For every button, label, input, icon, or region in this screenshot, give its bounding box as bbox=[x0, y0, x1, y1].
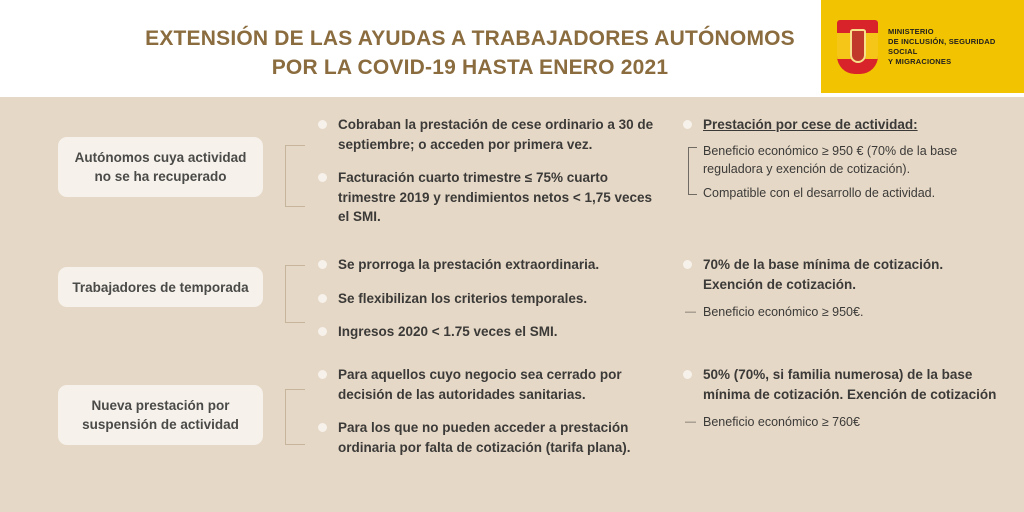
list-item: Se flexibilizan los criterios temporales. bbox=[318, 289, 658, 309]
spain-coat-of-arms-icon bbox=[837, 20, 878, 74]
detail-heading bbox=[683, 115, 1003, 135]
detail-heading bbox=[683, 255, 1003, 294]
section-row bbox=[0, 365, 1024, 480]
list-item: Ingresos 2020 < 1.75 veces el SMI. bbox=[318, 322, 658, 342]
list-item: Para los que no pueden acceder a prestación ordinaria por falta de cotización (tarifa plana). bbox=[318, 418, 658, 457]
ministry-name-line-3: Y MIGRACIONES bbox=[888, 56, 952, 66]
bracket-icon bbox=[688, 147, 697, 195]
page-header bbox=[0, 0, 1024, 97]
page-title-line-1: EXTENSIÓN DE LAS AYUDAS A TRABAJADORES AUTÓNOMOS bbox=[145, 27, 795, 50]
list-item: Se prorroga la prestación extraordinaria. bbox=[318, 255, 658, 275]
detail-heading-text: 70% de la base mínima de cotización. Exención de cotización. bbox=[703, 257, 944, 292]
detail-bracket-group bbox=[683, 142, 1003, 202]
content-panel bbox=[0, 97, 1024, 512]
section-label-card bbox=[58, 267, 263, 307]
section-label-text: Trabajadores de temporada bbox=[72, 279, 249, 295]
ministry-logo bbox=[821, 0, 1024, 93]
section-detail-column bbox=[683, 365, 1003, 431]
connector-line bbox=[285, 145, 305, 207]
detail-heading-text: Prestación por cese de actividad: bbox=[703, 117, 918, 132]
ministry-name-line-2: DE INCLUSIÓN, SEGURIDAD SOCIAL bbox=[888, 36, 996, 56]
section-label-card bbox=[58, 385, 263, 445]
ministry-logo-text bbox=[888, 27, 1024, 67]
connector-line bbox=[285, 265, 305, 323]
section-label-card bbox=[58, 137, 263, 197]
section-label-text: Autónomos cuya actividad no se ha recuperado bbox=[74, 150, 247, 184]
list-item: Cobraban la prestación de cese ordinario a 30 de septiembre; o acceden por primera vez. bbox=[318, 115, 658, 154]
section-bullet-list bbox=[318, 365, 658, 471]
section-row bbox=[0, 115, 1024, 240]
section-detail-column bbox=[683, 115, 1003, 208]
connector-line bbox=[285, 389, 305, 445]
detail-heading bbox=[683, 365, 1003, 404]
section-label-text: Nueva prestación por suspensión de actividad bbox=[82, 398, 239, 432]
list-item: Compatible con el desarrollo de actividad. bbox=[703, 185, 936, 200]
section-row bbox=[0, 255, 1024, 350]
page-title-line-2: POR LA COVID-19 HASTA ENERO 2021 bbox=[271, 56, 669, 79]
ministry-name-line-1: MINISTERIO bbox=[888, 26, 934, 36]
section-bullet-list bbox=[318, 255, 658, 356]
list-item: Para aquellos cuyo negocio sea cerrado por decisión de las autoridades sanitarias. bbox=[318, 365, 658, 404]
page-title bbox=[120, 24, 820, 82]
section-bullet-list bbox=[318, 115, 658, 241]
list-item: Beneficio económico ≥ 950 € (70% de la base reguladora y exención de cotización). bbox=[703, 143, 958, 176]
list-item: Facturación cuarto trimestre ≤ 75% cuarto trimestre 2019 y rendimientos netos < 1,75 veces el SMI. bbox=[318, 168, 658, 227]
section-detail-column bbox=[683, 255, 1003, 321]
list-item: — Beneficio económico ≥ 950€. bbox=[683, 303, 1003, 321]
list-item: — Beneficio económico ≥ 760€ bbox=[683, 413, 1003, 431]
detail-heading-text: 50% (70%, si familia numerosa) de la base mínima de cotización. Exención de cotización bbox=[703, 367, 997, 402]
